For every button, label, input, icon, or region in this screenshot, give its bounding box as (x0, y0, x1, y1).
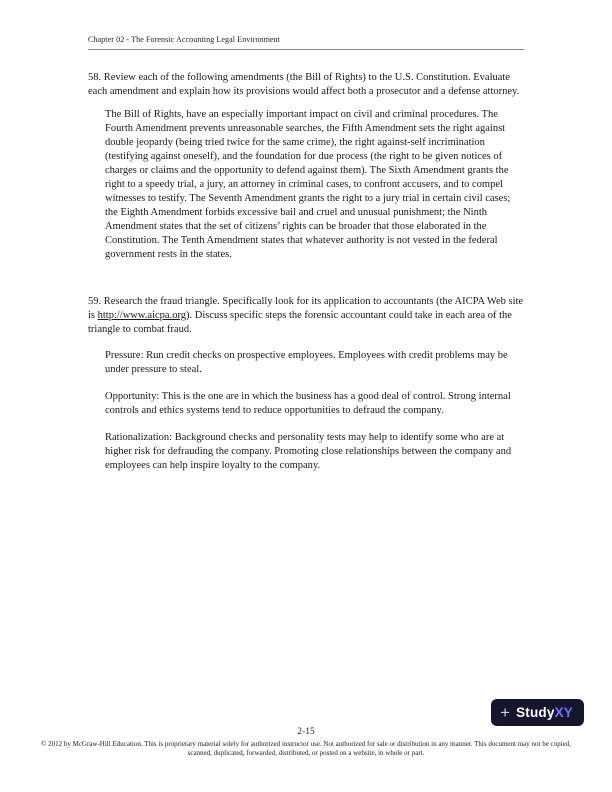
question-58: 58. Review each of the following amendments (the Bill of Rights) to the U.S. Constitution. Evaluate each amendment and explain how its provisions would affect both a prosecutor and a defense attorney. (88, 72, 520, 97)
page-number: 2-15 (297, 727, 315, 737)
answer-59-pressure: Pressure: Run credit checks on prospective employees. Employees with credit problems may be under pressure to steal. (105, 350, 508, 375)
studyxy-badge[interactable] (491, 699, 584, 726)
plus-icon: + (500, 702, 511, 722)
aicpa-link[interactable]: http://www.aicpa.org (97, 310, 186, 321)
studyxy-wordmark-study: Study (516, 704, 555, 720)
question-59-text-before: 59. Research the fraud triangle. Specifically look for its application to accountants (the AICPA Web site is (88, 296, 524, 321)
page-header (88, 35, 524, 50)
answer-59-opportunity: Opportunity: This is the one are in which the business has a good deal of control. Strong internal controls and ethics systems tend to reduce opportunities to defraud the company. (105, 391, 511, 416)
studyxy-wordmark (516, 704, 573, 722)
chapter-header-text: Chapter 02 - The Forensic Accounting Legal Environment (88, 35, 281, 44)
question-59-text-after: ). Discuss specific steps the forensic accountant could take in each area of the triangle to combat fraud. (88, 310, 512, 335)
answer-59-rationalization: Rationalization: Background checks and personality tests may help to identify some who are at higher risk for defrauding the company. Promoting close relationships between the company and employees can help inspire loyalty to the company. (105, 432, 512, 471)
studyxy-wordmark-xy: XY (554, 704, 573, 720)
answer-58: The Bill of Rights, have an especially important impact on civil and criminal procedures. The Fourth Amendment prevents unreasonable searches, the Fifth Amendment sets the right against double jeopardy (being tried twice for the same crime), the right against-self incrimination (testifying against oneself), and the foundation for due process (the right to be given notices of charges or claims and the opportunity to defend against them). The Sixth Amendment grants the right to a speedy trial, a jury, an attorney in criminal cases, to confront accusers, and to compel witnesses to testify. The Seventh Amendment grants the right to a jury trial in certain civil cases; the Eighth Amendment forbids excessive bail and cruel and unusual punishment; the Ninth Amendment states that the set of citizens’ rights can be broader that those elaborated in the Constitution. The Tenth Amendment states that whatever authority is not vested in the federal government rests in the states. (105, 109, 511, 260)
question-59 (88, 295, 524, 337)
copyright-text: © 2012 by McGraw-Hill Education. This is proprietary material solely for authorized instructor use. Not authorized for sale or distribution in any manner. This document may not be copied, scanned, duplicated, forwarded, distributed, or posted on a website, in whole or part. (41, 740, 571, 757)
document-body (88, 71, 524, 486)
